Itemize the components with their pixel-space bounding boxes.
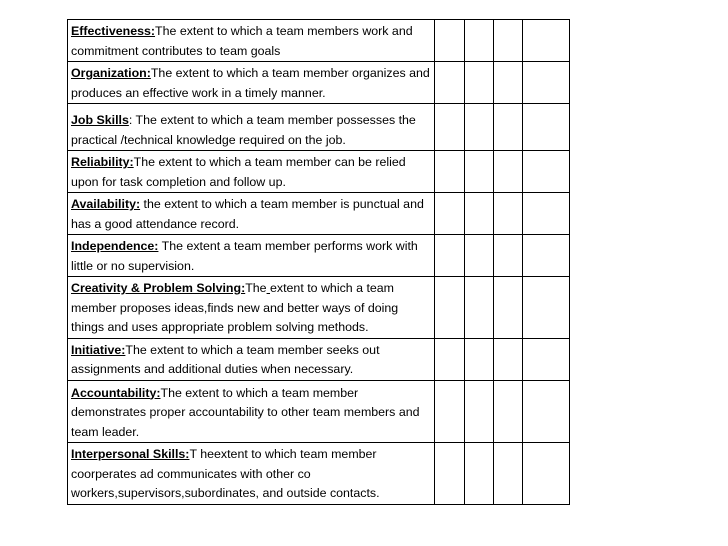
criterion-term: Accountability: — [71, 385, 161, 400]
criterion-row-accountability — [68, 380, 570, 443]
criterion-term: Interpersonal Skills: — [71, 447, 190, 461]
rating-cell-2[interactable] — [464, 235, 493, 277]
criterion-term: Job Skills — [71, 113, 129, 127]
rating-cell-2[interactable] — [464, 104, 493, 151]
criterion-cell — [68, 193, 435, 235]
criterion-term: Organization: — [71, 66, 151, 80]
criterion-description: The extent to which a team member can be relied upon for task completion and follow up. — [71, 155, 406, 189]
criterion-term: Availability: — [71, 197, 141, 211]
criterion-description: The extent to which a team member demonstrates proper accountability to other team members and team leader. — [71, 385, 420, 439]
rating-cell-1[interactable] — [435, 380, 464, 443]
criterion-cell — [68, 235, 435, 277]
criterion-row-reliability — [68, 151, 570, 193]
criterion-row-organization — [68, 62, 570, 104]
rating-cell-3[interactable] — [493, 443, 522, 505]
criterion-cell — [68, 443, 435, 505]
rating-cell-2[interactable] — [464, 338, 493, 380]
criterion-term: Initiative: — [71, 342, 126, 357]
evaluation-table — [67, 19, 570, 505]
rating-cell-1[interactable] — [435, 151, 464, 193]
rating-cell-2[interactable] — [464, 193, 493, 235]
rating-cell-3[interactable] — [493, 277, 522, 339]
criterion-description: The extent to which a team member organizes and produces an effective work in a timely manner. — [71, 66, 430, 100]
rating-cell-1[interactable] — [435, 104, 464, 151]
rating-cell-4[interactable] — [522, 20, 569, 62]
criterion-description: The extent to which a team members work and commitment contributes to team goals — [71, 24, 413, 58]
criterion-row-creativity — [68, 277, 570, 339]
criterion-cell — [68, 380, 435, 443]
rating-cell-1[interactable] — [435, 20, 464, 62]
criterion-row-independence — [68, 235, 570, 277]
rating-cell-3[interactable] — [493, 62, 522, 104]
criterion-term: Creativity & Problem Solving: — [71, 281, 246, 295]
criterion-cell — [68, 20, 435, 62]
criterion-description: : The extent to which a team member possesses the practical /technical knowledge required on the job. — [71, 113, 416, 147]
criterion-cell — [68, 104, 435, 151]
rating-cell-1[interactable] — [435, 338, 464, 380]
rating-cell-3[interactable] — [493, 380, 522, 443]
rating-cell-4[interactable] — [522, 380, 569, 443]
criterion-description: The extent a team member performs work with little or no supervision. — [71, 239, 418, 273]
rating-cell-4[interactable] — [522, 235, 569, 277]
criterion-cell — [68, 338, 435, 380]
rating-cell-4[interactable] — [522, 104, 569, 151]
criterion-row-availability — [68, 193, 570, 235]
rating-cell-1[interactable] — [435, 235, 464, 277]
rating-cell-2[interactable] — [464, 277, 493, 339]
rating-cell-1[interactable] — [435, 62, 464, 104]
rating-cell-1[interactable] — [435, 277, 464, 339]
criterion-term: Reliability: — [71, 155, 134, 169]
rating-cell-3[interactable] — [493, 151, 522, 193]
criterion-cell — [68, 62, 435, 104]
criterion-term: Independence: — [71, 239, 159, 253]
criterion-cell — [68, 151, 435, 193]
rating-cell-4[interactable] — [522, 277, 569, 339]
rating-cell-4[interactable] — [522, 151, 569, 193]
rating-cell-3[interactable] — [493, 338, 522, 380]
rating-cell-4[interactable] — [522, 338, 569, 380]
rating-cell-2[interactable] — [464, 62, 493, 104]
criterion-cell — [68, 277, 435, 339]
rating-cell-2[interactable] — [464, 443, 493, 505]
criterion-description-lead: T — [189, 447, 197, 461]
criterion-description: The extent to which a team member seeks out assignments and additional duties when necessary. — [71, 342, 380, 376]
rating-cell-3[interactable] — [493, 104, 522, 151]
criterion-row-job-skills — [68, 104, 570, 151]
rating-cell-4[interactable] — [522, 193, 569, 235]
criterion-description: extent to which a team member proposes ideas,finds new and better ways of doing things and uses appropriate problem solving methods. — [71, 281, 399, 334]
rating-cell-2[interactable] — [464, 380, 493, 443]
rating-cell-1[interactable] — [435, 193, 464, 235]
criterion-row-initiative — [68, 338, 570, 380]
criterion-term: Effectiveness: — [71, 24, 156, 38]
criterion-row-effectiveness — [68, 20, 570, 62]
rating-cell-1[interactable] — [435, 443, 464, 505]
rating-cell-4[interactable] — [522, 62, 569, 104]
rating-cell-2[interactable] — [464, 151, 493, 193]
rating-cell-3[interactable] — [493, 20, 522, 62]
rating-cell-2[interactable] — [464, 20, 493, 62]
criterion-description: heextent to which team member coorperates ad communicates with other co workers,supervisors,subordinates, and outside contacts. — [71, 447, 380, 500]
evaluation-sheet — [67, 19, 570, 505]
criterion-description-lead: The — [245, 281, 267, 295]
criterion-row-interpersonal-skills — [68, 443, 570, 505]
rating-cell-4[interactable] — [522, 443, 569, 505]
criterion-description: the extent to which a team member is punctual and has a good attendance record. — [71, 197, 424, 231]
rating-cell-3[interactable] — [493, 235, 522, 277]
rating-cell-3[interactable] — [493, 193, 522, 235]
